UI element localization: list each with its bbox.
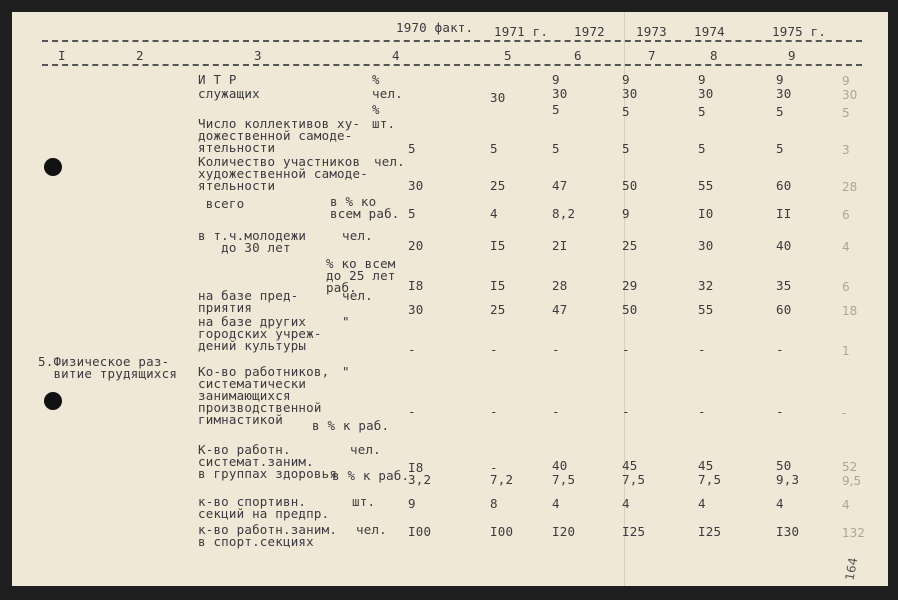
cell-value: I25 bbox=[622, 524, 646, 539]
cell-value: I00 bbox=[490, 524, 514, 539]
row-label: всего bbox=[198, 196, 245, 211]
cell-value: 8 bbox=[490, 496, 498, 511]
cell-value: 5 bbox=[408, 141, 416, 156]
cell-value: 45 bbox=[698, 458, 714, 473]
cell-value: 55 bbox=[698, 302, 714, 317]
pencil-note: 30 bbox=[842, 88, 858, 102]
pencil-note: 4 bbox=[842, 498, 850, 512]
cell-value: I25 bbox=[698, 524, 722, 539]
page-number: 164 bbox=[842, 556, 861, 582]
cell-value: - bbox=[408, 342, 416, 357]
row-label: И Т Р bbox=[198, 72, 237, 87]
cell-value: 5 bbox=[622, 141, 630, 156]
cell-value: 60 bbox=[776, 302, 792, 317]
row-label: Количество участников художественной самоде- ятельности bbox=[198, 154, 368, 193]
pencil-note: 28 bbox=[842, 180, 858, 194]
cell-value: I0 bbox=[698, 206, 714, 221]
row-unit: в % ко всем раб. bbox=[330, 194, 400, 221]
cell-value: 5 bbox=[552, 102, 560, 117]
cell-value: 5 bbox=[776, 141, 784, 156]
cell-value: 30 bbox=[622, 86, 638, 101]
cell-value: I5 bbox=[490, 278, 506, 293]
row-unit: шт. bbox=[372, 116, 396, 131]
row-label: К-во работн. системат.заним. в группах здоровья bbox=[198, 442, 338, 481]
col-num: 6 bbox=[574, 48, 582, 63]
cell-value: 45 bbox=[622, 458, 638, 473]
cell-value: 5 bbox=[776, 104, 784, 119]
cell-value: 4 bbox=[552, 496, 560, 511]
col-num: I bbox=[58, 48, 66, 63]
cell-value: 20 bbox=[408, 238, 424, 253]
cell-value: I8 bbox=[408, 278, 424, 293]
row-unit: в % к раб. bbox=[312, 418, 390, 433]
cell-value: 55 bbox=[698, 178, 714, 193]
cell-value: 5 bbox=[698, 104, 706, 119]
row-unit: % bbox=[372, 102, 380, 117]
row-unit: чел. bbox=[350, 442, 381, 457]
cell-value: 30 bbox=[776, 86, 792, 101]
cell-value: 9 bbox=[698, 72, 706, 87]
cell-value: 50 bbox=[776, 458, 792, 473]
header-rule-bottom bbox=[42, 64, 862, 66]
pencil-note: 132 bbox=[842, 526, 865, 540]
header-rule-top bbox=[42, 40, 862, 42]
cell-value: 4 bbox=[622, 496, 630, 511]
cell-value: 7,2 bbox=[490, 472, 514, 487]
col-num: 9 bbox=[788, 48, 796, 63]
cell-value: 5 bbox=[698, 141, 706, 156]
cell-value: 9 bbox=[776, 72, 784, 87]
cell-value: 5 bbox=[552, 141, 560, 156]
cell-value: 5 bbox=[622, 104, 630, 119]
row-unit: чел. bbox=[342, 288, 373, 303]
cell-value: - bbox=[490, 342, 498, 357]
pencil-note: 6 bbox=[842, 280, 850, 294]
cell-value: - bbox=[490, 404, 498, 419]
cell-value: 9,3 bbox=[776, 472, 800, 487]
cell-value: I5 bbox=[490, 238, 506, 253]
col-num: 3 bbox=[254, 48, 262, 63]
year-1971: 1971 г. bbox=[494, 24, 549, 39]
pencil-note: 9,5 bbox=[842, 474, 862, 488]
pencil-note: 9 bbox=[842, 74, 850, 88]
cell-value: - bbox=[698, 404, 706, 419]
cell-value: 25 bbox=[490, 178, 506, 193]
cell-value: I8 bbox=[408, 460, 424, 475]
cell-value: - bbox=[408, 404, 416, 419]
cell-value: 47 bbox=[552, 178, 568, 193]
row-label: к-во спортивн. секций на предпр. bbox=[198, 494, 330, 521]
cell-value: 9 bbox=[622, 206, 630, 221]
cell-value: 29 bbox=[622, 278, 638, 293]
cell-value: 30 bbox=[408, 178, 424, 193]
cell-value: 7,5 bbox=[552, 472, 576, 487]
cell-value: 8,2 bbox=[552, 206, 576, 221]
year-1974: 1974 bbox=[694, 24, 725, 39]
year-1975: 1975 г. bbox=[772, 24, 827, 39]
cell-value: 40 bbox=[776, 238, 792, 253]
cell-value: 50 bbox=[622, 302, 638, 317]
row-label: Число коллективов ху- дожественной самоде- ятельности bbox=[198, 116, 361, 155]
row-label: Ко-во работников, систематически занимающихся производственной гимнастикой bbox=[198, 364, 330, 427]
cell-value: 2I bbox=[552, 238, 568, 253]
row-label: на базе других городских учреж- дений культуры bbox=[198, 314, 322, 353]
row-unit: % bbox=[372, 72, 380, 87]
row-unit: " bbox=[342, 364, 350, 379]
cell-value: 4 bbox=[776, 496, 784, 511]
cell-value: 25 bbox=[622, 238, 638, 253]
cell-value: 4 bbox=[698, 496, 706, 511]
pencil-note: 4 bbox=[842, 240, 850, 254]
cell-value: 5 bbox=[490, 141, 498, 156]
cell-value: 30 bbox=[698, 238, 714, 253]
cell-value: - bbox=[776, 404, 784, 419]
cell-value: 50 bbox=[622, 178, 638, 193]
punch-hole bbox=[44, 158, 62, 176]
row-label: к-во работн.заним. в спорт.секциях bbox=[198, 522, 338, 549]
cell-value: 30 bbox=[490, 90, 506, 105]
row-label: на базе пред- приятия bbox=[198, 288, 299, 315]
cell-value: 25 bbox=[490, 302, 506, 317]
cell-value: 30 bbox=[698, 86, 714, 101]
row-unit: " bbox=[342, 314, 350, 329]
cell-value: 5 bbox=[408, 206, 416, 221]
row-label: служащих bbox=[198, 86, 260, 101]
cell-value: - bbox=[552, 404, 560, 419]
cell-value: - bbox=[490, 460, 498, 475]
pencil-note: - bbox=[842, 406, 847, 420]
punch-hole bbox=[44, 392, 62, 410]
row-unit: чел. bbox=[342, 228, 373, 243]
row-label: в т.ч.молодежи до 30 лет bbox=[198, 228, 307, 255]
document-page bbox=[12, 12, 888, 586]
row-unit: в % к раб. bbox=[332, 468, 410, 483]
col-num: 8 bbox=[710, 48, 718, 63]
pencil-note: 3 bbox=[842, 143, 850, 157]
cell-value: - bbox=[776, 342, 784, 357]
cell-value: 30 bbox=[552, 86, 568, 101]
col-num: 4 bbox=[392, 48, 400, 63]
pencil-note: 6 bbox=[842, 208, 850, 222]
cell-value: 32 bbox=[698, 278, 714, 293]
col-num: 2 bbox=[136, 48, 144, 63]
year-1972: 1972 bbox=[574, 24, 605, 39]
year-1973: 1973 bbox=[636, 24, 667, 39]
cell-value: 30 bbox=[408, 302, 424, 317]
cell-value: 7,5 bbox=[698, 472, 722, 487]
cell-value: I20 bbox=[552, 524, 576, 539]
section-title: 5.Физическое раз- витие трудящихся bbox=[38, 354, 178, 381]
cell-value: - bbox=[698, 342, 706, 357]
row-unit: шт. bbox=[352, 494, 376, 509]
pencil-note: 5 bbox=[842, 106, 850, 120]
col-num: 7 bbox=[648, 48, 656, 63]
cell-value: 9 bbox=[552, 72, 560, 87]
cell-value: II bbox=[776, 206, 792, 221]
pencil-note: 18 bbox=[842, 304, 858, 318]
year-1970: 1970 факт. bbox=[396, 20, 474, 35]
cell-value: - bbox=[552, 342, 560, 357]
cell-value: 4 bbox=[490, 206, 498, 221]
row-unit: чел. bbox=[372, 86, 403, 101]
cell-value: 28 bbox=[552, 278, 568, 293]
cell-value: - bbox=[622, 404, 630, 419]
cell-value: 40 bbox=[552, 458, 568, 473]
cell-value: - bbox=[622, 342, 630, 357]
pencil-note: 52 bbox=[842, 460, 858, 474]
row-unit: % ко всем до 25 лет раб. bbox=[326, 256, 396, 295]
row-unit: чел. bbox=[356, 522, 387, 537]
row-unit: чел. bbox=[374, 154, 405, 169]
cell-value: 7,5 bbox=[622, 472, 646, 487]
cell-value: 60 bbox=[776, 178, 792, 193]
cell-value: I00 bbox=[408, 524, 432, 539]
cell-value: 9 bbox=[622, 72, 630, 87]
pencil-note: 1 bbox=[842, 344, 850, 358]
cell-value: 9 bbox=[408, 496, 416, 511]
col-num: 5 bbox=[504, 48, 512, 63]
cell-value: I30 bbox=[776, 524, 800, 539]
cell-value: 47 bbox=[552, 302, 568, 317]
cell-value: 35 bbox=[776, 278, 792, 293]
cell-value: 3,2 bbox=[408, 472, 432, 487]
